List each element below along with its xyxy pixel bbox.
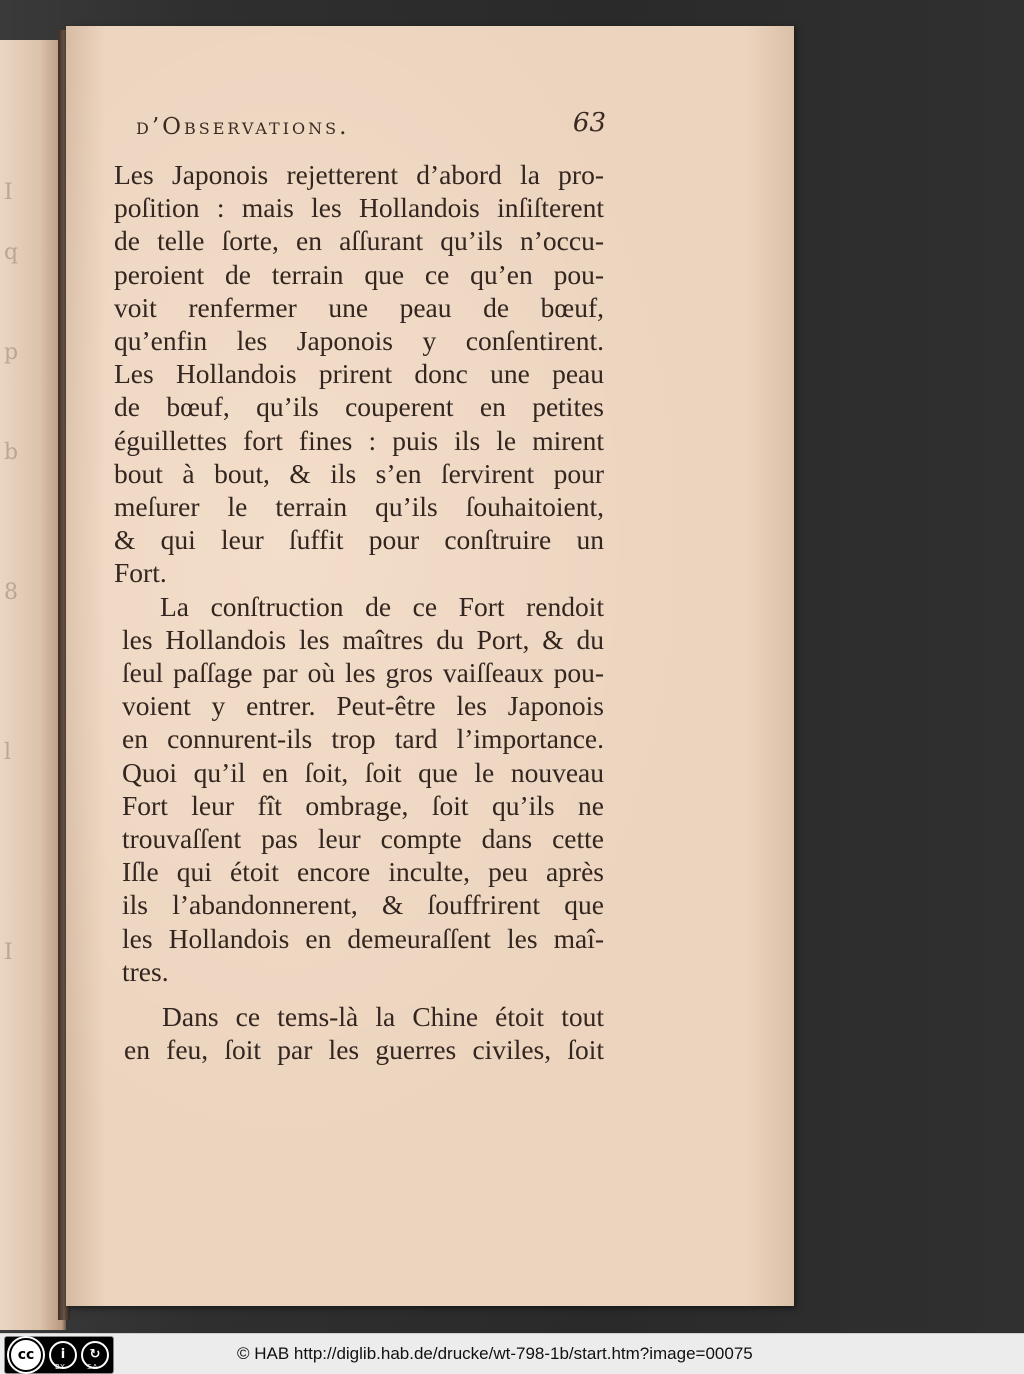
text-line: de bœuf, qu’ils couperent en petites xyxy=(114,391,604,423)
text-line: les Hollandois en demeuraſſent les maî- xyxy=(122,922,604,954)
text-line: Les Hollandois prirent donc une peau xyxy=(114,358,604,390)
text-line: Quoi qu’il en ſoit, ſoit que le nouveau xyxy=(122,756,604,788)
text-line: en connurent-ils trop tard l’importance. xyxy=(122,723,604,755)
text-line: & qui leur ſuffit pour conſtruire un xyxy=(114,524,604,556)
text-line: éguillettes fort fines : puis ils le mirent xyxy=(114,424,604,456)
share-alike-icon: ↻ xyxy=(81,1341,109,1369)
bleed-through-glyph: I xyxy=(4,180,13,205)
cc-sa-label: SA xyxy=(87,1363,99,1371)
text-line: de telle ſorte, en aſſurant qu’ils n’occu- xyxy=(114,225,604,257)
text-line: Iſle qui étoit encore inculte, peu après xyxy=(122,856,604,888)
facing-page-edge xyxy=(0,40,66,1330)
paragraph xyxy=(114,158,604,590)
text-line: qu’enfin les Japonois y conſentirent. xyxy=(114,325,604,357)
text-line: bout à bout, & ils s’en ſervirent pour xyxy=(114,457,604,489)
running-title: d’Observations. xyxy=(136,114,350,140)
text-line: tres. xyxy=(122,955,169,987)
bleed-through-glyph: l xyxy=(4,740,12,765)
bleed-through-glyph: p xyxy=(4,340,19,365)
bleed-through-glyph: I xyxy=(4,940,13,965)
text-line: La conſtruction de ce Fort rendoit xyxy=(160,590,604,622)
footer-bar xyxy=(0,1333,1024,1374)
text-line: peroient de terrain que ce qu’en pou- xyxy=(114,258,604,290)
paragraph xyxy=(122,590,604,988)
page-number: 63 xyxy=(572,108,606,138)
text-line: voit renfermer une peau de bœuf, xyxy=(114,291,604,323)
cc-icon: cc xyxy=(9,1338,43,1372)
paragraph xyxy=(124,1000,604,1066)
text-line: ſeul paſſage par où les gros vaiſſeaux pou- xyxy=(122,657,604,689)
text-line: Dans ce tems-là la Chine étoit tout xyxy=(162,1001,604,1033)
text-line: en feu, ſoit par les guerres civiles, ſoit xyxy=(124,1034,604,1066)
text-line: Fort. xyxy=(114,557,167,589)
running-head xyxy=(136,104,606,144)
text-line: meſurer le terrain qu’ils ſouhaitoient, xyxy=(114,491,604,523)
body-text xyxy=(114,158,604,1066)
text-line: trouvaſſent pas leur compte dans cette xyxy=(122,823,604,855)
cc-license-badge[interactable] xyxy=(4,1336,114,1374)
cc-by-label: BY xyxy=(55,1363,66,1371)
text-line: Fort leur fît ombrage, ſoit qu’ils ne xyxy=(122,789,604,821)
text-line: voient y entrer. Peut-être les Japonois xyxy=(122,690,604,722)
text-line: poſition : mais les Hollandois inſiſterent xyxy=(114,192,604,224)
attribution-icon: i xyxy=(49,1341,77,1369)
bleed-through-glyph: 8 xyxy=(4,580,18,605)
text-line: les Hollandois les maîtres du Port, & du xyxy=(122,623,604,655)
text-line: Les Japonois rejetterent d’abord la pro- xyxy=(114,159,604,190)
bleed-through-glyph: q xyxy=(4,240,19,265)
credit-line: © HAB http://diglib.hab.de/drucke/wt-798-1b/start.htm?image=00075 xyxy=(237,1344,753,1363)
bleed-through-glyph: b xyxy=(4,440,19,465)
text-line: ils l’abandonnerent, & ſouffrirent que xyxy=(122,889,604,921)
